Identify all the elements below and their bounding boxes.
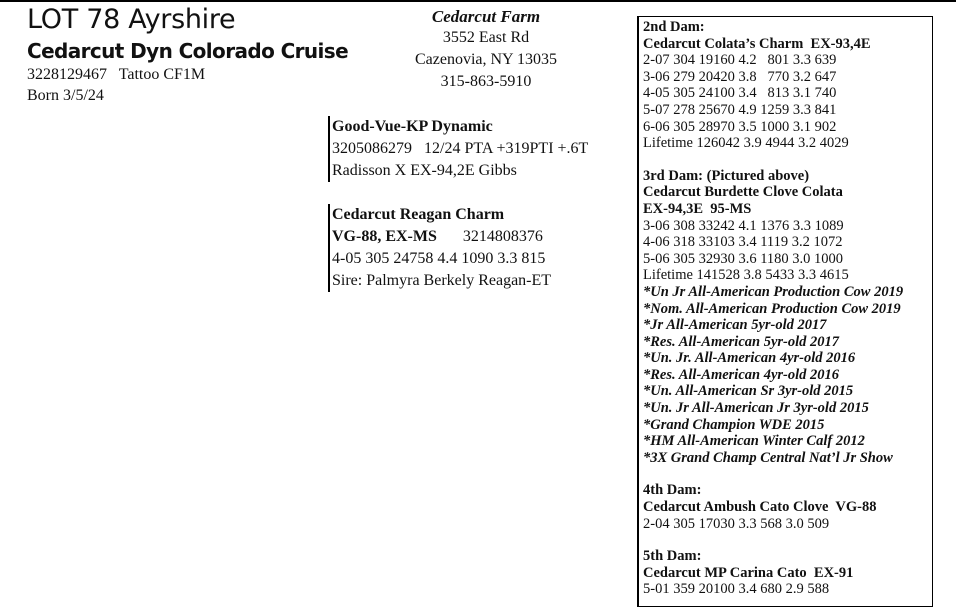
third-dam-achievement: *Res. All-American 5yr-old 2017 bbox=[643, 333, 840, 350]
farm-address: 3552 East Rd bbox=[442, 29, 530, 46]
lot-registration: 3228129467 Tattoo CF1M bbox=[27, 66, 206, 83]
fourth-dam-name: Cedarcut Ambush Cato Clove VG-88 bbox=[643, 499, 877, 516]
fifth-dam-heading: 5th Dam: bbox=[643, 548, 702, 565]
third-dam-achievement: *Un Jr All-American Production Cow 2019 bbox=[643, 283, 904, 300]
third-dam-achievement: *3X Grand Champ Central Nat’l Jr Show bbox=[643, 449, 893, 466]
third-dam-achievement: *Un. Jr. All-American 4yr-old 2016 bbox=[643, 350, 856, 367]
second-dam-lifetime: Lifetime 126042 3.9 4944 3.2 4029 bbox=[643, 135, 849, 152]
sire-name: Good-Vue-KP Dynamic bbox=[332, 118, 493, 135]
sire-registration: 3205086279 12/24 PTA +319PTI +.6T bbox=[332, 140, 589, 157]
farm-phone: 315-863-5910 bbox=[440, 73, 532, 90]
sire-block bbox=[328, 116, 588, 182]
third-dam-name: Cedarcut Burdette Clove Colata bbox=[643, 184, 843, 201]
second-dam-name: Cedarcut Colata’s Charm EX-93,4E bbox=[643, 35, 871, 52]
spacer bbox=[643, 466, 932, 482]
dam-block bbox=[328, 204, 551, 292]
fifth-dam-name: Cedarcut MP Carina Cato EX-91 bbox=[643, 564, 854, 581]
fifth-dam-record: 5-01 359 20100 3.4 680 2.9 588 bbox=[643, 581, 830, 598]
third-dam-record: 3-06 308 33242 4.1 1376 3.3 1089 bbox=[643, 217, 844, 234]
dam-sire: Sire: Palmyra Berkely Reagan-ET bbox=[332, 272, 552, 289]
dam-classification-line bbox=[332, 226, 551, 248]
second-dam-heading: 2nd Dam: bbox=[643, 19, 705, 35]
second-dam-record: 5-07 278 25670 4.9 1259 3.3 841 bbox=[643, 101, 837, 118]
second-dam-record: 2-07 304 19160 4.2 801 3.3 639 bbox=[643, 52, 837, 69]
farm-city: Cazenovia, NY 13035 bbox=[414, 51, 558, 68]
third-dam-achievement: *Grand Champion WDE 2015 bbox=[643, 416, 825, 433]
lot-title: LOT 78 Ayrshire bbox=[27, 4, 236, 35]
dam-registration: 3214808376 bbox=[462, 228, 543, 245]
second-dam-record: 4-05 305 24100 3.4 813 3.1 740 bbox=[643, 85, 837, 102]
third-dam-achievement: *Nom. All-American Production Cow 2019 bbox=[643, 300, 901, 317]
lot-birth-date: Born 3/5/24 bbox=[27, 87, 104, 104]
sire-pedigree: Radisson X EX-94,2E Gibbs bbox=[332, 162, 517, 179]
third-dam-record: 5-06 305 32930 3.6 1180 3.0 1000 bbox=[643, 250, 844, 267]
third-dam-classification: EX-94,3E 95-MS bbox=[643, 200, 752, 217]
dam-name: Cedarcut Reagan Charm bbox=[332, 206, 505, 223]
third-dam-achievement: *HM All-American Winter Calf 2012 bbox=[643, 433, 865, 450]
second-dam-record: 3-06 279 20420 3.8 770 3.2 647 bbox=[643, 68, 837, 85]
maternal-pedigree-box bbox=[637, 16, 933, 607]
third-dam-achievement: *Un. All-American Sr 3yr-old 2015 bbox=[643, 383, 854, 400]
dam-record: 4-05 305 24758 4.4 1090 3.3 815 bbox=[332, 250, 546, 267]
third-dam-record: 4-06 318 33103 3.4 1119 3.2 1072 bbox=[643, 234, 843, 251]
second-dam-record: 6-06 305 28970 3.5 1000 3.1 902 bbox=[643, 118, 837, 135]
farm-name: Cedarcut Farm bbox=[431, 7, 541, 26]
third-dam-achievement: *Un. Jr All-American Jr 3yr-old 2015 bbox=[643, 400, 869, 417]
third-dam-heading: 3rd Dam: (Pictured above) bbox=[643, 167, 810, 184]
third-dam-achievement: *Jr All-American 5yr-old 2017 bbox=[643, 317, 827, 334]
dam-classification: VG-88, EX-MS bbox=[332, 228, 437, 245]
third-dam-lifetime: Lifetime 141528 3.8 5433 3.3 4615 bbox=[643, 267, 849, 284]
lot-animal-name: Cedarcut Dyn Colorado Cruise bbox=[27, 39, 349, 63]
fourth-dam-heading: 4th Dam: bbox=[643, 482, 702, 499]
top-rule bbox=[0, 0, 956, 2]
farm-info bbox=[386, 6, 586, 93]
spacer bbox=[643, 152, 932, 168]
fourth-dam-record: 2-04 305 17030 3.3 568 3.0 509 bbox=[643, 515, 830, 532]
third-dam-achievement: *Res. All-American 4yr-old 2016 bbox=[643, 366, 840, 383]
lot-header bbox=[27, 4, 348, 106]
spacer bbox=[643, 532, 932, 548]
